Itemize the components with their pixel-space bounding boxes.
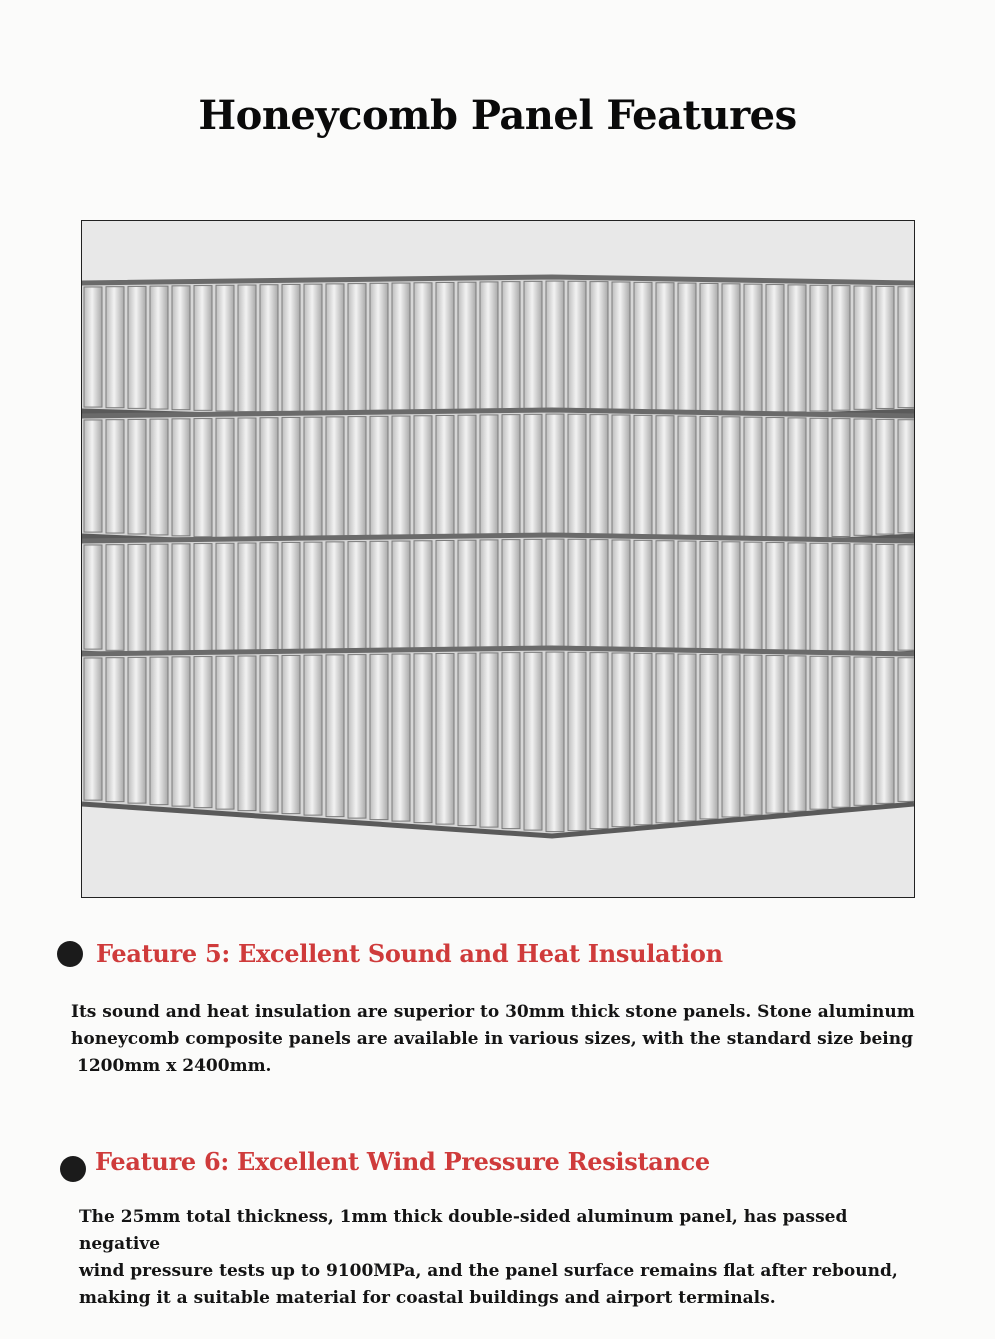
honeycomb-cell — [348, 542, 366, 664]
honeycomb-cell — [502, 415, 520, 550]
honeycomb-panel-illustration — [82, 221, 914, 897]
honeycomb-cell — [722, 655, 740, 817]
honeycomb-cell — [480, 282, 498, 419]
honeycomb-cell — [326, 284, 344, 414]
honeycomb-cell — [700, 654, 718, 818]
honeycomb-cell — [480, 415, 498, 549]
honeycomb-cell — [656, 416, 674, 547]
honeycomb-cell — [766, 656, 784, 814]
honeycomb-cell — [392, 654, 410, 821]
honeycomb-cell — [150, 657, 168, 804]
honeycomb-cell — [810, 543, 828, 656]
honeycomb-cell — [744, 655, 762, 815]
honeycomb-cell — [678, 654, 696, 821]
honeycomb-cell — [810, 285, 828, 411]
honeycomb-cell — [172, 419, 190, 536]
honeycomb-cell — [678, 283, 696, 416]
honeycomb-cell — [634, 282, 652, 417]
honeycomb-cell — [172, 544, 190, 654]
feature-6-body-line-2: wind pressure tests up to 9100MPa, and the panel surface remains flat after rebound, — [79, 1261, 898, 1281]
honeycomb-cell — [128, 419, 146, 534]
honeycomb-cell — [766, 285, 784, 413]
honeycomb-cell — [304, 417, 322, 541]
panel-layer — [82, 277, 914, 425]
honeycomb-cell — [700, 416, 718, 543]
honeycomb-cell — [678, 416, 696, 545]
honeycomb-cell — [304, 655, 322, 815]
honeycomb-cell — [546, 414, 564, 552]
honeycomb-cell — [216, 656, 234, 809]
feature-5-body-line-2: honeycomb composite panels are available in various sizes, with the standard size being — [71, 1029, 913, 1049]
honeycomb-cell — [304, 542, 322, 661]
honeycomb-cell — [216, 285, 234, 411]
honeycomb-cell — [414, 416, 432, 546]
honeycomb-cell — [546, 281, 564, 421]
honeycomb-cell — [370, 416, 388, 544]
honeycomb-cell — [370, 283, 388, 415]
honeycomb-cell — [898, 658, 914, 802]
honeycomb-cell — [348, 655, 366, 819]
honeycomb-cell — [524, 652, 542, 830]
honeycomb-cell — [260, 656, 278, 812]
honeycomb-cell — [656, 654, 674, 823]
honeycomb-cell — [282, 417, 300, 540]
honeycomb-cell — [458, 282, 476, 418]
honeycomb-cell — [678, 541, 696, 666]
honeycomb-cell — [436, 282, 454, 417]
honeycomb-cell — [326, 655, 344, 817]
honeycomb-cell — [84, 545, 102, 649]
honeycomb-cell — [788, 285, 806, 412]
feature-6-body-line-3: making it a suitable material for coastal buildings and airport terminals. — [79, 1288, 776, 1308]
honeycomb-cell — [128, 544, 146, 651]
honeycomb-cell — [876, 286, 894, 408]
honeycomb-cell — [392, 283, 410, 416]
honeycomb-cell — [194, 286, 212, 411]
honeycomb-cell — [876, 419, 894, 534]
honeycomb-cell — [84, 420, 102, 532]
honeycomb-panel-photo — [81, 220, 915, 898]
honeycomb-cell — [238, 285, 256, 412]
honeycomb-cell — [458, 415, 476, 548]
honeycomb-cell — [788, 418, 806, 539]
honeycomb-cell — [524, 281, 542, 420]
honeycomb-cell — [656, 283, 674, 417]
honeycomb-cell — [370, 541, 388, 665]
honeycomb-cell — [392, 416, 410, 545]
honeycomb-cell — [854, 286, 872, 409]
honeycomb-cell — [832, 286, 850, 411]
honeycomb-cell — [128, 286, 146, 408]
honeycomb-cell — [326, 542, 344, 663]
honeycomb-cell — [810, 418, 828, 537]
feature-5-body-line-1: Its sound and heat insulation are superior to 30mm thick stone panels. Stone aluminum — [71, 1002, 915, 1022]
page-title: Honeycomb Panel Features — [198, 92, 797, 139]
honeycomb-cell — [436, 653, 454, 824]
honeycomb-cell — [722, 542, 740, 663]
honeycomb-cell — [370, 654, 388, 819]
honeycomb-cell — [524, 414, 542, 550]
honeycomb-cell — [216, 418, 234, 537]
honeycomb-cell — [854, 544, 872, 653]
honeycomb-cell — [238, 656, 256, 811]
honeycomb-cell — [612, 653, 630, 827]
honeycomb-cell — [832, 544, 850, 655]
honeycomb-cell — [326, 417, 344, 542]
honeycomb-cell — [568, 414, 586, 551]
honeycomb-cell — [84, 658, 102, 800]
feature-6-bullet-icon — [60, 1156, 86, 1182]
honeycomb-cell — [612, 282, 630, 419]
honeycomb-cell — [150, 286, 168, 409]
honeycomb-cell — [436, 415, 454, 547]
feature-5-body — [71, 999, 921, 1080]
honeycomb-cell — [238, 418, 256, 539]
honeycomb-cell — [128, 657, 146, 803]
honeycomb-cell — [502, 653, 520, 829]
honeycomb-cell — [766, 418, 784, 541]
honeycomb-cell — [194, 419, 212, 537]
honeycomb-cell — [238, 543, 256, 658]
honeycomb-cell — [106, 420, 124, 533]
honeycomb-cell — [260, 543, 278, 659]
honeycomb-cell — [700, 541, 718, 664]
honeycomb-cell — [898, 545, 914, 650]
honeycomb-cell — [106, 287, 124, 408]
honeycomb-cell — [590, 653, 608, 829]
honeycomb-cell — [722, 417, 740, 543]
honeycomb-cell — [260, 285, 278, 413]
honeycomb-cell — [744, 284, 762, 413]
honeycomb-cell — [568, 281, 586, 420]
honeycomb-cell — [612, 415, 630, 549]
honeycomb-cell — [172, 286, 190, 410]
honeycomb-cell — [722, 284, 740, 415]
honeycomb-cell — [282, 655, 300, 813]
honeycomb-cell — [260, 418, 278, 540]
honeycomb-cell — [634, 415, 652, 547]
honeycomb-cell — [766, 543, 784, 660]
honeycomb-cell — [414, 654, 432, 823]
honeycomb-cell — [700, 283, 718, 415]
feature-5-heading: Feature 5: Excellent Sound and Heat Insulation — [96, 939, 723, 968]
honeycomb-cell — [898, 420, 914, 533]
honeycomb-cell — [84, 287, 102, 407]
honeycomb-cell — [832, 657, 850, 808]
honeycomb-cell — [194, 657, 212, 808]
honeycomb-cell — [194, 544, 212, 656]
honeycomb-cell — [744, 417, 762, 541]
feature-6-heading: Feature 6: Excellent Wind Pressure Resistance — [95, 1147, 710, 1176]
honeycomb-cell — [282, 284, 300, 413]
honeycomb-cell — [216, 543, 234, 656]
honeycomb-cell — [458, 653, 476, 825]
honeycomb-cell — [854, 657, 872, 805]
honeycomb-cell — [634, 653, 652, 824]
honeycomb-cell — [106, 658, 124, 802]
feature-6-body-line-1: The 25mm total thickness, 1mm thick double-sided aluminum panel, has passed negative — [79, 1207, 848, 1254]
honeycomb-cell — [150, 419, 168, 535]
honeycomb-cell — [304, 284, 322, 413]
honeycomb-cell — [480, 653, 498, 827]
feature-5-body-line-3: 1200mm x 2400mm. — [77, 1056, 272, 1076]
honeycomb-cell — [172, 657, 190, 806]
honeycomb-cell — [546, 652, 564, 832]
honeycomb-cell — [502, 282, 520, 420]
honeycomb-cell — [876, 544, 894, 651]
honeycomb-cell — [590, 282, 608, 420]
honeycomb-cell — [744, 542, 762, 661]
honeycomb-cell — [150, 544, 168, 653]
honeycomb-cell — [348, 417, 366, 544]
honeycomb-cell — [810, 656, 828, 809]
feature-6-body — [79, 1204, 929, 1312]
honeycomb-cell — [282, 542, 300, 660]
honeycomb-cell — [348, 284, 366, 415]
honeycomb-cell — [414, 283, 432, 417]
honeycomb-cell — [590, 415, 608, 550]
honeycomb-cell — [876, 657, 894, 803]
honeycomb-cell — [898, 287, 914, 408]
honeycomb-cell — [788, 543, 806, 658]
honeycomb-cell — [568, 652, 586, 830]
honeycomb-cell — [832, 419, 850, 537]
honeycomb-cell — [106, 545, 124, 651]
feature-5-bullet-icon — [57, 941, 83, 967]
honeycomb-cell — [788, 656, 806, 811]
panel-layer — [82, 648, 914, 836]
honeycomb-cell — [854, 419, 872, 535]
